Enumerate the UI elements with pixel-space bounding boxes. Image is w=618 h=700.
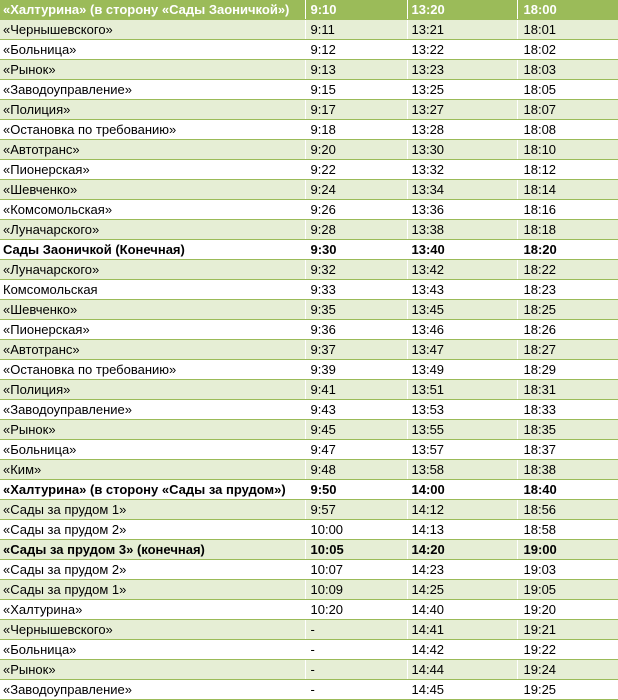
table-row: [0, 220, 618, 240]
departure-time-cell: 9:47: [305, 440, 407, 460]
table-row: [0, 240, 618, 260]
departure-time-cell: 9:35: [305, 300, 407, 320]
departure-time-cell: 18:01: [517, 20, 618, 40]
table-row: [0, 160, 618, 180]
departure-time-cell: 9:30: [305, 240, 407, 260]
stop-name-cell: «Пионерская»: [0, 320, 305, 340]
table-header-row: [0, 0, 618, 20]
table-row: [0, 280, 618, 300]
table-row: [0, 40, 618, 60]
departure-time-cell: 18:07: [517, 100, 618, 120]
departure-time-cell: 18:18: [517, 220, 618, 240]
departure-time-cell: 10:07: [305, 560, 407, 580]
departure-time-cell: 19:05: [517, 580, 618, 600]
stop-name-cell: «Сады за прудом 2»: [0, 520, 305, 540]
stop-name-cell: «Сады за прудом 2»: [0, 560, 305, 580]
departure-time-cell: 10:20: [305, 600, 407, 620]
stop-name-cell: «Рынок»: [0, 60, 305, 80]
departure-time-cell: 13:58: [407, 460, 517, 480]
table-row: [0, 200, 618, 220]
stop-name-cell: «Чернышевского»: [0, 20, 305, 40]
departure-time-cell: 9:15: [305, 80, 407, 100]
stop-name-cell: «Больница»: [0, 40, 305, 60]
stop-name-cell: «Сады за прудом 3» (конечная): [0, 540, 305, 560]
stop-name-cell: «Халтурина» (в сторону «Сады за прудом»): [0, 480, 305, 500]
stop-name-cell: «Полиция»: [0, 380, 305, 400]
departure-time-cell: 13:22: [407, 40, 517, 60]
departure-time-cell: 14:20: [407, 540, 517, 560]
stop-name-cell: Сады Заоничкой (Конечная): [0, 240, 305, 260]
stop-name-cell: «Луначарского»: [0, 260, 305, 280]
departure-time-cell: 13:27: [407, 100, 517, 120]
departure-time-cell: 13:38: [407, 220, 517, 240]
header-time-cell: 18:00: [517, 0, 618, 20]
departure-time-cell: 13:43: [407, 280, 517, 300]
departure-time-cell: 10:00: [305, 520, 407, 540]
departure-time-cell: 9:39: [305, 360, 407, 380]
departure-time-cell: 9:11: [305, 20, 407, 40]
departure-time-cell: 9:28: [305, 220, 407, 240]
departure-time-cell: 9:12: [305, 40, 407, 60]
departure-time-cell: 13:32: [407, 160, 517, 180]
table-row: [0, 400, 618, 420]
departure-time-cell: 14:45: [407, 680, 517, 700]
departure-time-cell: 9:22: [305, 160, 407, 180]
departure-time-cell: 19:22: [517, 640, 618, 660]
departure-time-cell: 9:33: [305, 280, 407, 300]
table-row: [0, 340, 618, 360]
departure-time-cell: 18:35: [517, 420, 618, 440]
table-row: [0, 420, 618, 440]
departure-time-cell: 18:38: [517, 460, 618, 480]
departure-time-cell: 13:40: [407, 240, 517, 260]
stop-name-cell: «Остановка по требованию»: [0, 120, 305, 140]
departure-time-cell: 9:48: [305, 460, 407, 480]
stop-name-cell: «Заводоуправление»: [0, 80, 305, 100]
table-row: [0, 460, 618, 480]
table-row: [0, 120, 618, 140]
stop-name-cell: «Полиция»: [0, 100, 305, 120]
table-row: [0, 440, 618, 460]
stop-name-cell: «Луначарского»: [0, 220, 305, 240]
stop-name-cell: Комсомольская: [0, 280, 305, 300]
departure-time-cell: -: [305, 680, 407, 700]
table-row: [0, 680, 618, 700]
table-row: [0, 140, 618, 160]
departure-time-cell: 9:36: [305, 320, 407, 340]
stop-name-cell: «Рынок»: [0, 420, 305, 440]
departure-time-cell: -: [305, 660, 407, 680]
departure-time-cell: 19:21: [517, 620, 618, 640]
departure-time-cell: 14:12: [407, 500, 517, 520]
departure-time-cell: 13:55: [407, 420, 517, 440]
table-row: [0, 380, 618, 400]
table-row: [0, 480, 618, 500]
table-row: [0, 20, 618, 40]
departure-time-cell: 13:36: [407, 200, 517, 220]
departure-time-cell: 9:45: [305, 420, 407, 440]
departure-time-cell: 9:50: [305, 480, 407, 500]
departure-time-cell: 18:27: [517, 340, 618, 360]
stop-name-cell: «Остановка по требованию»: [0, 360, 305, 380]
stop-name-cell: «Комсомольская»: [0, 200, 305, 220]
departure-time-cell: 13:53: [407, 400, 517, 420]
departure-time-cell: 13:42: [407, 260, 517, 280]
stop-name-cell: «Шевченко»: [0, 180, 305, 200]
stop-name-cell: «Заводоуправление»: [0, 680, 305, 700]
table-row: [0, 600, 618, 620]
table-row: [0, 260, 618, 280]
table-row: [0, 300, 618, 320]
departure-time-cell: 18:23: [517, 280, 618, 300]
table-row: [0, 360, 618, 380]
departure-time-cell: 13:34: [407, 180, 517, 200]
departure-time-cell: 18:20: [517, 240, 618, 260]
departure-time-cell: 9:26: [305, 200, 407, 220]
table-row: [0, 100, 618, 120]
departure-time-cell: 9:41: [305, 380, 407, 400]
stop-name-cell: «Заводоуправление»: [0, 400, 305, 420]
departure-time-cell: 18:31: [517, 380, 618, 400]
departure-time-cell: 18:10: [517, 140, 618, 160]
departure-time-cell: 13:49: [407, 360, 517, 380]
stop-name-cell: «Сады за прудом 1»: [0, 500, 305, 520]
departure-time-cell: 9:18: [305, 120, 407, 140]
departure-time-cell: 18:40: [517, 480, 618, 500]
departure-time-cell: 18:16: [517, 200, 618, 220]
table-row: [0, 80, 618, 100]
departure-time-cell: 18:22: [517, 260, 618, 280]
departure-time-cell: 9:37: [305, 340, 407, 360]
departure-time-cell: 13:30: [407, 140, 517, 160]
table-row: [0, 500, 618, 520]
table-row: [0, 580, 618, 600]
departure-time-cell: 13:47: [407, 340, 517, 360]
table-row: [0, 320, 618, 340]
departure-time-cell: 14:44: [407, 660, 517, 680]
departure-time-cell: 14:41: [407, 620, 517, 640]
departure-time-cell: 18:08: [517, 120, 618, 140]
departure-time-cell: 19:20: [517, 600, 618, 620]
departure-time-cell: 9:17: [305, 100, 407, 120]
departure-time-cell: 13:57: [407, 440, 517, 460]
departure-time-cell: 13:51: [407, 380, 517, 400]
departure-time-cell: 9:43: [305, 400, 407, 420]
departure-time-cell: 18:03: [517, 60, 618, 80]
departure-time-cell: 18:02: [517, 40, 618, 60]
departure-time-cell: 19:03: [517, 560, 618, 580]
departure-time-cell: 18:14: [517, 180, 618, 200]
stop-name-cell: «Автотранс»: [0, 140, 305, 160]
stop-name-cell: «Автотранс»: [0, 340, 305, 360]
departure-time-cell: 10:09: [305, 580, 407, 600]
table-row: [0, 640, 618, 660]
departure-time-cell: 9:20: [305, 140, 407, 160]
departure-time-cell: 19:00: [517, 540, 618, 560]
departure-time-cell: 13:21: [407, 20, 517, 40]
departure-time-cell: 14:42: [407, 640, 517, 660]
departure-time-cell: 14:25: [407, 580, 517, 600]
departure-time-cell: 9:32: [305, 260, 407, 280]
departure-time-cell: 14:40: [407, 600, 517, 620]
departure-time-cell: 14:13: [407, 520, 517, 540]
table-row: [0, 620, 618, 640]
departure-time-cell: 18:37: [517, 440, 618, 460]
stop-name-cell: «Ким»: [0, 460, 305, 480]
departure-time-cell: -: [305, 640, 407, 660]
departure-time-cell: 13:25: [407, 80, 517, 100]
stop-name-cell: «Халтурина»: [0, 600, 305, 620]
table-row: [0, 520, 618, 540]
departure-time-cell: 10:05: [305, 540, 407, 560]
departure-time-cell: 13:28: [407, 120, 517, 140]
table-row: [0, 60, 618, 80]
departure-time-cell: 9:13: [305, 60, 407, 80]
header-time-cell: 9:10: [305, 0, 407, 20]
stop-name-cell: «Шевченко»: [0, 300, 305, 320]
header-time-cell: 13:20: [407, 0, 517, 20]
departure-time-cell: 18:26: [517, 320, 618, 340]
departure-time-cell: 13:46: [407, 320, 517, 340]
departure-time-cell: 18:12: [517, 160, 618, 180]
departure-time-cell: 18:25: [517, 300, 618, 320]
departure-time-cell: 18:58: [517, 520, 618, 540]
departure-time-cell: 19:25: [517, 680, 618, 700]
stop-name-cell: «Рынок»: [0, 660, 305, 680]
stop-name-cell: «Больница»: [0, 440, 305, 460]
table-row: [0, 560, 618, 580]
departure-time-cell: 19:24: [517, 660, 618, 680]
departure-time-cell: 14:00: [407, 480, 517, 500]
header-stop-cell: «Халтурина» (в сторону «Сады Заоничкой»): [0, 0, 305, 20]
stop-name-cell: «Сады за прудом 1»: [0, 580, 305, 600]
departure-time-cell: 18:33: [517, 400, 618, 420]
table-row: [0, 540, 618, 560]
departure-time-cell: 14:23: [407, 560, 517, 580]
departure-time-cell: 9:57: [305, 500, 407, 520]
departure-time-cell: 18:05: [517, 80, 618, 100]
stop-name-cell: «Чернышевского»: [0, 620, 305, 640]
departure-time-cell: 9:24: [305, 180, 407, 200]
stop-name-cell: «Больница»: [0, 640, 305, 660]
departure-time-cell: -: [305, 620, 407, 640]
departure-time-cell: 18:56: [517, 500, 618, 520]
departure-time-cell: 18:29: [517, 360, 618, 380]
table-row: [0, 180, 618, 200]
stop-name-cell: «Пионерская»: [0, 160, 305, 180]
departure-time-cell: 13:45: [407, 300, 517, 320]
departure-time-cell: 13:23: [407, 60, 517, 80]
